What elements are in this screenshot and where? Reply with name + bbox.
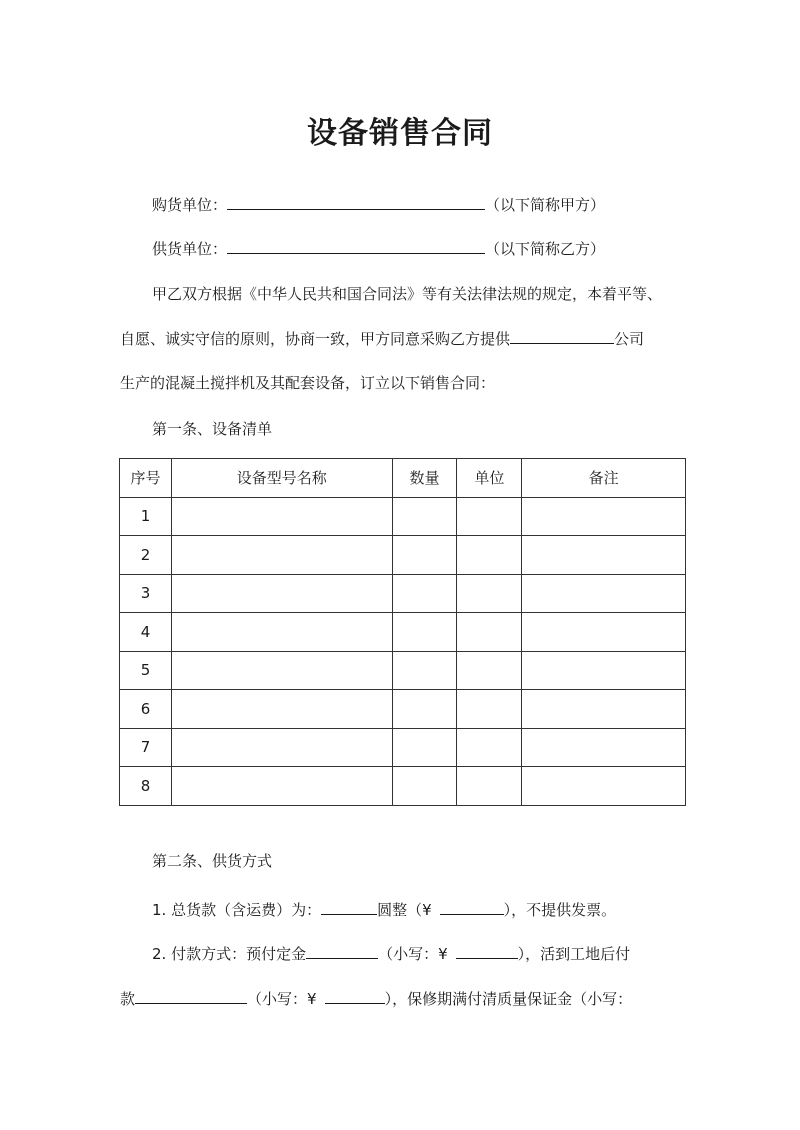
buyer-blank[interactable] <box>227 194 485 210</box>
unit-cell[interactable] <box>457 536 522 575</box>
deposit-blank[interactable] <box>306 943 378 959</box>
total-payment-line <box>152 899 616 920</box>
row-index: 4 <box>120 613 172 652</box>
column-header-model: 设备型号名称 <box>171 459 392 498</box>
column-header-index: 序号 <box>120 459 172 498</box>
model-cell[interactable] <box>171 728 392 767</box>
unit-cell[interactable] <box>457 613 522 652</box>
payment-method-mid: ），活到工地后付 <box>517 945 631 963</box>
remarks-cell[interactable] <box>522 767 686 806</box>
remarks-cell[interactable] <box>522 728 686 767</box>
total-payment-suffix: ），不提供发票。 <box>503 901 617 919</box>
seller-label: 供货单位： <box>152 240 228 258</box>
deposit-numeric-blank[interactable] <box>456 943 518 959</box>
quantity-cell[interactable] <box>392 536 457 575</box>
intro-line-1: 甲乙双方根据《中华人民共和国合同法》等有关法律法规的规定，本着平等、 <box>152 285 663 303</box>
column-header-unit: 单位 <box>457 459 522 498</box>
quantity-cell[interactable] <box>392 690 457 729</box>
buyer-suffix: （以下简称甲方） <box>485 196 606 214</box>
row-index: 1 <box>120 497 172 536</box>
total-payment-prefix: 1. 总货款（含运费）为： <box>152 901 322 919</box>
total-amount-numeric-blank[interactable] <box>440 899 504 915</box>
table-row <box>120 574 686 613</box>
payment-line-2-suffix: ），保修期满付清质量保证金（小写： <box>384 990 633 1008</box>
table-row <box>120 651 686 690</box>
quantity-cell[interactable] <box>392 497 457 536</box>
model-cell[interactable] <box>171 536 392 575</box>
table-row <box>120 613 686 652</box>
intro-line-2 <box>120 328 644 349</box>
arrival-payment-blank[interactable] <box>135 988 247 1004</box>
row-index: 3 <box>120 574 172 613</box>
row-index: 5 <box>120 651 172 690</box>
document-title: 设备销售合同 <box>307 116 493 151</box>
buyer-label: 购货单位： <box>152 196 228 214</box>
remarks-cell[interactable] <box>522 613 686 652</box>
table-row <box>120 497 686 536</box>
row-index: 8 <box>120 767 172 806</box>
remarks-cell[interactable] <box>522 651 686 690</box>
column-header-remarks: 备注 <box>522 459 686 498</box>
remarks-cell[interactable] <box>522 574 686 613</box>
model-cell[interactable] <box>171 497 392 536</box>
model-cell[interactable] <box>171 574 392 613</box>
deposit-small-label: （小写：¥ <box>378 945 448 963</box>
equipment-table <box>119 458 686 806</box>
model-cell[interactable] <box>171 613 392 652</box>
intro-line-2-suffix: 公司 <box>614 330 645 348</box>
quantity-cell[interactable] <box>392 574 457 613</box>
quantity-cell[interactable] <box>392 728 457 767</box>
buyer-line <box>152 194 605 215</box>
table-row <box>120 767 686 806</box>
payment-method-prefix: 2. 付款方式：预付定金 <box>152 945 307 963</box>
unit-cell[interactable] <box>457 690 522 729</box>
remarks-cell[interactable] <box>522 690 686 729</box>
payment-method-line-1 <box>152 943 630 964</box>
unit-cell[interactable] <box>457 574 522 613</box>
table-row <box>120 690 686 729</box>
table-row <box>120 536 686 575</box>
unit-cell[interactable] <box>457 497 522 536</box>
arrival-numeric-blank[interactable] <box>325 988 385 1004</box>
article2-heading: 第二条、供货方式 <box>152 852 273 870</box>
row-index: 7 <box>120 728 172 767</box>
remarks-cell[interactable] <box>522 536 686 575</box>
model-cell[interactable] <box>171 690 392 729</box>
intro-line-2-prefix: 自愿、诚实守信的原则，协商一致，甲方同意采购乙方提供 <box>120 330 511 348</box>
unit-cell[interactable] <box>457 728 522 767</box>
table-header-row <box>120 459 686 498</box>
arrival-small-label: （小写：¥ <box>247 990 317 1008</box>
model-cell[interactable] <box>171 767 392 806</box>
row-index: 6 <box>120 690 172 729</box>
model-cell[interactable] <box>171 651 392 690</box>
company-blank[interactable] <box>510 328 614 344</box>
column-header-quantity: 数量 <box>392 459 457 498</box>
quantity-cell[interactable] <box>392 767 457 806</box>
total-payment-mid: 圆整（¥ <box>377 901 432 919</box>
quantity-cell[interactable] <box>392 651 457 690</box>
row-index: 2 <box>120 536 172 575</box>
intro-line-3: 生产的混凝土搅拌机及其配套设备，订立以下销售合同： <box>120 374 496 392</box>
table-row <box>120 728 686 767</box>
quantity-cell[interactable] <box>392 613 457 652</box>
seller-line <box>152 238 605 259</box>
unit-cell[interactable] <box>457 651 522 690</box>
seller-blank[interactable] <box>227 238 485 254</box>
seller-suffix: （以下简称乙方） <box>485 240 606 258</box>
unit-cell[interactable] <box>457 767 522 806</box>
article1-heading: 第一条、设备清单 <box>152 420 273 438</box>
payment-method-line-2 <box>120 988 632 1009</box>
payment-line-2-prefix: 款 <box>120 990 136 1008</box>
remarks-cell[interactable] <box>522 497 686 536</box>
total-amount-blank[interactable] <box>321 899 377 915</box>
